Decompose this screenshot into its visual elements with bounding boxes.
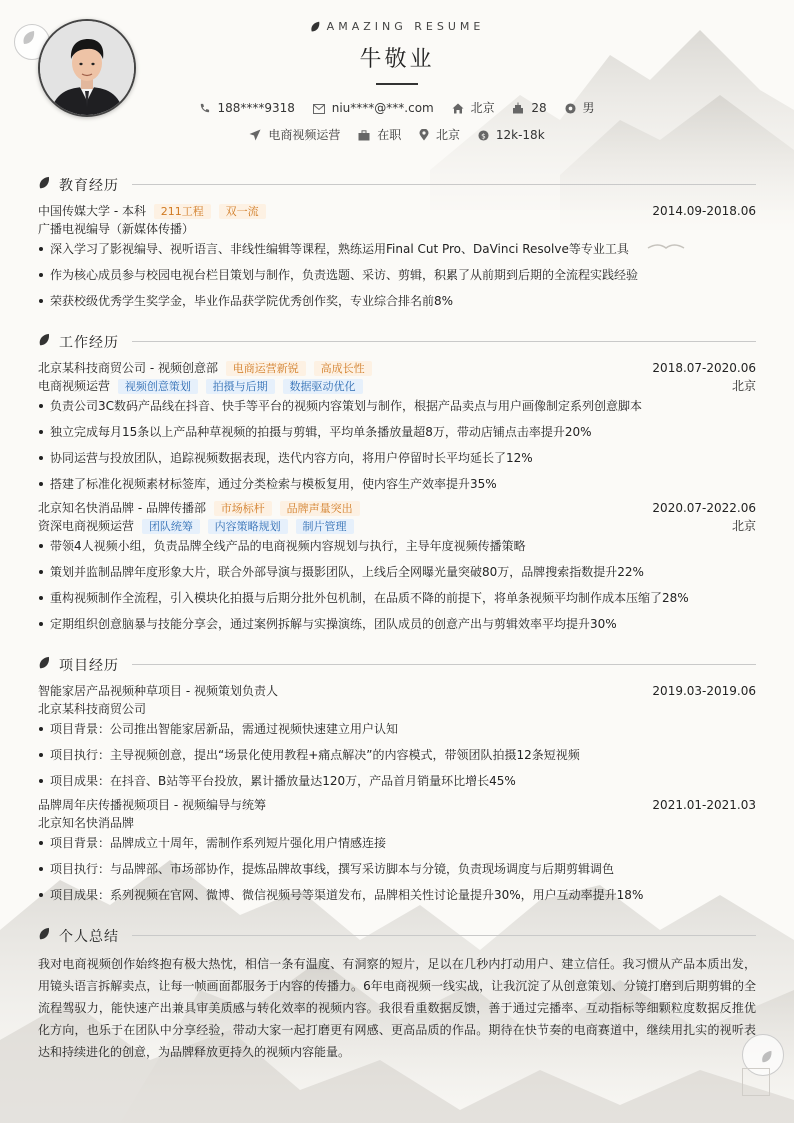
svg-text:$: $ xyxy=(481,131,486,141)
cake-icon xyxy=(512,102,524,114)
intent-city xyxy=(419,126,460,143)
project-header-row xyxy=(38,796,756,814)
project-bullet: 项目背景：品牌成立十周年，需制作系列短片强化用户情感连接 xyxy=(38,834,756,852)
project-bullet: 项目执行：主导视频创意，提出“场景化使用教程+痛点解决”的内容模式，带领团队拍摄12条短视频 xyxy=(38,746,756,764)
candidate-name: 牛敬业 xyxy=(359,47,435,72)
work-tag: 品牌声量突出 xyxy=(280,501,360,516)
section-divider xyxy=(132,341,756,342)
section-projects-header xyxy=(38,655,756,673)
education-bullet: 深入学习了影视编导、视听语言、非线性编辑等课程，熟练运用Final Cut Pro、DaVinci Resolve等专业工具 xyxy=(38,240,756,258)
gender-text: 男 xyxy=(582,101,595,115)
tagline-text: AMAZING RESUME xyxy=(326,20,485,33)
work-location: 北京 xyxy=(731,519,756,533)
work-role-row xyxy=(38,377,756,395)
education-bullet: 荣获校级优秀学生奖学金，毕业作品获学院优秀创作奖，专业综合排名前8% xyxy=(38,292,756,310)
contact-age xyxy=(512,101,546,115)
job-intent-line xyxy=(0,126,794,143)
project-date: 2021.01-2021.03 xyxy=(652,798,756,812)
project-org: 北京知名快消品牌 xyxy=(38,816,135,830)
work-tag: 市场标杆 xyxy=(214,501,272,516)
section-title: 项目经历 xyxy=(59,658,119,674)
send-icon xyxy=(249,129,261,141)
section-work-header xyxy=(38,332,756,350)
tagline xyxy=(0,20,794,33)
skill-tag: 团队统筹 xyxy=(142,519,200,534)
skill-tag: 拍摄与后期 xyxy=(206,379,275,394)
school-name: 中国传媒大学 - 本科 xyxy=(38,204,146,218)
skill-tag: 数据驱动优化 xyxy=(283,379,363,394)
gender-icon xyxy=(565,103,576,114)
skill-tag: 视频创意策划 xyxy=(118,379,198,394)
work-bullet: 负责公司3C数码产品线在抖音、快手等平台的视频内容策划与制作，根据产品卖点与用户画像制定系列创意脚本 xyxy=(38,397,756,415)
work-role-row xyxy=(38,517,756,535)
work-company: 北京某科技商贸公司 - 视频创意部 xyxy=(38,361,218,375)
contact-email xyxy=(313,101,434,115)
summary-paragraph: 我对电商视频创作始终抱有极大热忱，相信一条有温度、有洞察的短片，足以在几秒内打动用户、建立信任。我习惯从产品本质出发，用镜头语言拆解卖点，让每一帧画面都服务于内容的传播力。6年电商视频一线实战，让我沉淀了从创意策划、分镜打磨到后期剪辑的全流程驾驭力，能快速产出兼具审美质感与转化效率的视频内容。我很看重数据反馈，善于通过完播率、互动指标等细颗粒度数据反推优化方向，也乐于在团队中分享经验，带动大家一起打磨更有网感、更高品质的作品。期待在快节奏的电商赛道中，继续用扎实的视听表达和持续进化的创意，为品牌释放更持久的视频内容能量。 xyxy=(38,957,756,1059)
contact-city xyxy=(452,99,495,116)
project-date: 2019.03-2019.06 xyxy=(652,684,756,698)
contact-phone xyxy=(199,101,294,115)
project-bullet: 项目执行：与品牌部、市场部协作，提炼品牌故事线，撰写采访脚本与分镜，负责现场调度与后期剪辑调色 xyxy=(38,860,756,878)
phone-text: 188****9318 xyxy=(217,101,295,115)
decorative-frame xyxy=(742,1068,770,1096)
education-tag: 双一流 xyxy=(219,204,266,219)
skill-tag: 制片管理 xyxy=(296,519,354,534)
education-tag: 211工程 xyxy=(154,204,211,219)
section-title: 工作经历 xyxy=(59,335,119,351)
education-bullet: 作为核心成员参与校园电视台栏目策划与制作，负责选题、采访、剪辑，积累了从前期到后期的全流程实践经验 xyxy=(38,266,756,284)
section-title: 个人总结 xyxy=(59,929,119,945)
work-tag: 高成长性 xyxy=(314,361,372,376)
leaf-icon xyxy=(310,21,321,33)
education-header-row xyxy=(38,202,756,220)
work-header-row xyxy=(38,359,756,377)
work-bullet: 带领4人视频小组，负责品牌全线产品的电商视频内容规划与执行，主导年度视频传播策略 xyxy=(38,537,756,555)
intent-status xyxy=(358,126,401,143)
phone-icon xyxy=(199,103,210,114)
education-date: 2014.09-2018.06 xyxy=(652,204,756,218)
leaf-icon xyxy=(38,927,51,941)
work-tag: 电商运营新锐 xyxy=(226,361,306,376)
project-bullet: 项目成果：系列视频在官网、微博、微信视频号等渠道发布，品牌相关性讨论量提升30%，用户互动率提升18% xyxy=(38,886,756,904)
work-role: 资深电商视频运营 xyxy=(38,519,135,533)
status-text: 在职 xyxy=(377,128,402,142)
contact-gender xyxy=(565,99,595,116)
location-pin-icon xyxy=(419,129,429,141)
city-text: 北京 xyxy=(470,101,495,115)
project-bullet: 项目成果：在抖音、B站等平台投放，累计播放量达120万，产品首月销量环比增长45% xyxy=(38,772,756,790)
project-org: 北京某科技商贸公司 xyxy=(38,702,147,716)
work-bullet: 定期组织创意脑暴与技能分享会，通过案例拆解与实操演练，团队成员的创意产出与剪辑效率平均提升30% xyxy=(38,615,756,633)
section-divider xyxy=(132,935,756,936)
mail-icon xyxy=(313,104,325,114)
education-major: 广播电视编导（新媒体传播） xyxy=(38,222,195,236)
work-bullet: 策划并监制品牌年度形象大片，联合外部导演与摄影团队，上线后全网曝光量突破80万，品牌搜索指数提升22% xyxy=(38,563,756,581)
leaf-icon xyxy=(38,656,51,670)
skill-tag: 内容策略规划 xyxy=(208,519,288,534)
work-location: 北京 xyxy=(731,379,756,393)
work-bullet: 协同运营与投放团队，追踪视频数据表现，迭代内容方向，将用户停留时长平均延长了12% xyxy=(38,449,756,467)
section-divider xyxy=(132,664,756,665)
contact-line xyxy=(0,99,794,116)
email-text: niu****@***.com xyxy=(331,101,434,115)
work-company: 北京知名快消品牌 - 品牌传播部 xyxy=(38,501,206,515)
intent-city-text: 北京 xyxy=(436,128,461,142)
briefcase-icon xyxy=(358,130,370,141)
work-bullet: 重构视频制作全流程，引入模块化拍摄与后期分批外包机制，在品质不降的前提下，将单条视频平均制作成本压缩了28% xyxy=(38,589,756,607)
project-title: 智能家居产品视频种草项目 - 视频策划负责人 xyxy=(38,684,278,698)
section-title: 教育经历 xyxy=(59,178,119,194)
project-title: 品牌周年庆传播视频项目 - 视频编导与统筹 xyxy=(38,798,266,812)
section-divider xyxy=(132,184,756,185)
name-underline xyxy=(376,83,418,85)
intent-position xyxy=(249,126,340,143)
home-icon xyxy=(452,103,464,114)
project-bullet: 项目背景：公司推出智能家居新品，需通过视频快速建立用户认知 xyxy=(38,720,756,738)
section-summary-header xyxy=(38,926,756,944)
salary-text: 12k-18k xyxy=(495,128,545,142)
age-text: 28 xyxy=(531,101,547,115)
work-role: 电商视频运营 xyxy=(38,379,111,393)
work-bullet: 独立完成每月15条以上产品种草视频的拍摄与剪辑，平均单条播放量超8万，带动店铺点击率提升20% xyxy=(38,423,756,441)
position-text: 电商视频运营 xyxy=(268,128,341,142)
intent-salary xyxy=(478,128,545,142)
section-education-header xyxy=(38,175,756,193)
work-date: 2018.07-2020.06 xyxy=(652,361,756,375)
work-bullet: 搭建了标准化视频素材标签库，通过分类检索与模板复用，使内容生产效率提升35% xyxy=(38,475,756,493)
leaf-icon xyxy=(760,1050,774,1064)
leaf-icon xyxy=(38,176,51,190)
work-date: 2020.07-2022.06 xyxy=(652,501,756,515)
leaf-icon xyxy=(38,333,51,347)
work-header-row xyxy=(38,499,756,517)
coin-icon xyxy=(478,130,489,141)
project-header-row xyxy=(38,682,756,700)
